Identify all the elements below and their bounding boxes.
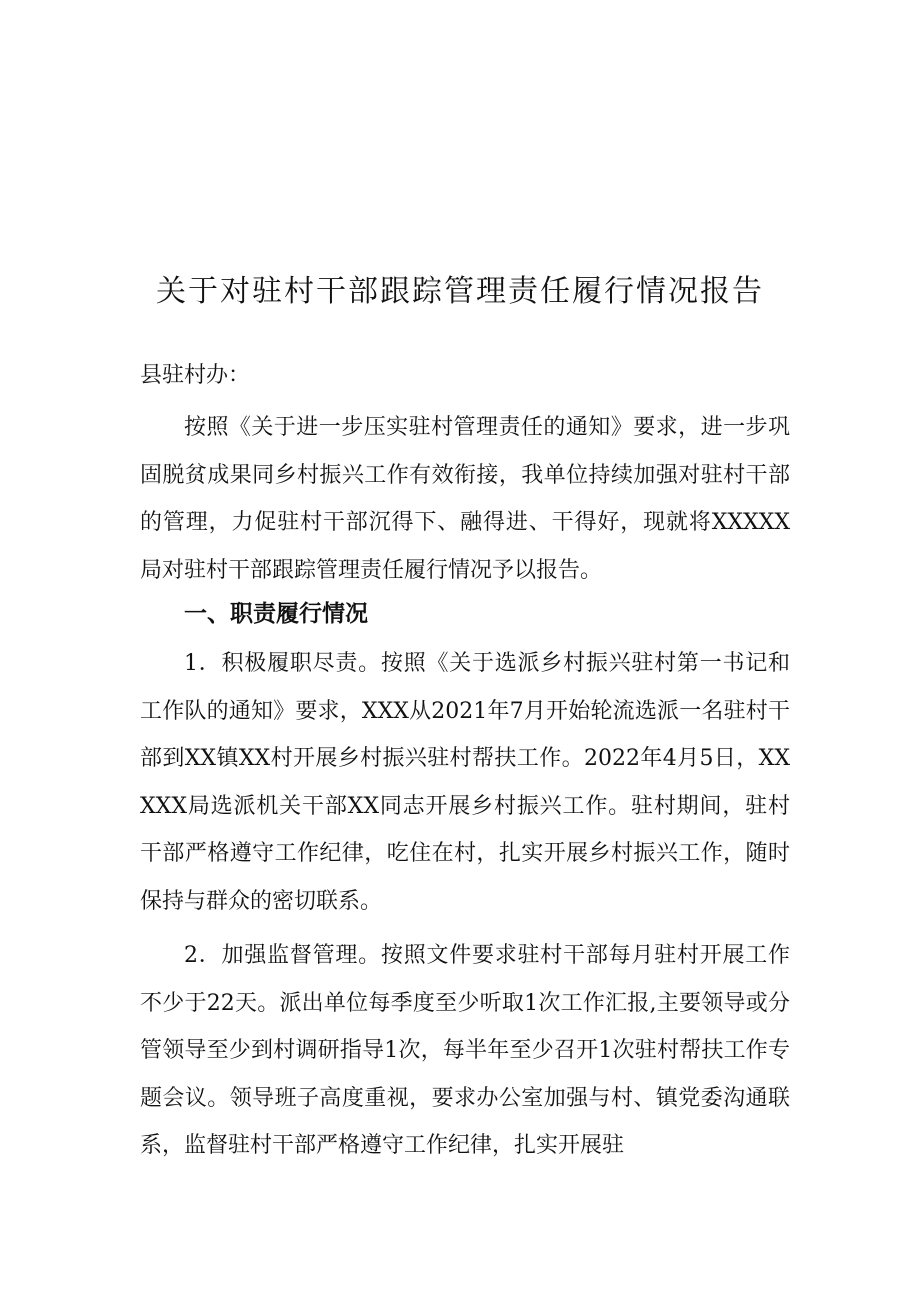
item-paragraph-2: 2．加强监督管理。按照文件要求驻村干部每月驻村开展工作不少于22天。派出单位每季度至少听取1次工作汇报,主要领导或分管领导至少到村调研指导1次，每半年至少召开1次驻村帮扶工作专题会议。领导班子高度重视，要求办公室加强与村、镇党委沟通联系，监督驻村干部严格遵守工作纪律，扎实开展驻 [140, 943, 790, 1158]
document-title: 关于对驻村干部跟踪管理责任履行情况报告 [156, 274, 764, 309]
section-heading: 一、职责履行情况 [184, 601, 368, 627]
salutation: 县驻村办： [140, 363, 251, 388]
intro-paragraph: 按照《关于进一步压实驻村管理责任的通知》要求，进一步巩固脱贫成果同乡村振兴工作有效衔接，我单位持续加强对驻村干部的管理，力促驻村干部沉得下、融得进、干得好，现就将XXXXX局对驻村干部跟踪管理责任履行情况予以报告。 [140, 415, 790, 583]
item-paragraph-1: 1．积极履职尽责。按照《关于选派乡村振兴驻村第一书记和工作队的通知》要求，XXX从2021年7月开始轮流选派一名驻村干部到XX镇XX村开展乡村振兴驻村帮扶工作。2022年4月5日，XXXXX局选派机关干部XX同志开展乡村振兴工作。驻村期间，驻村干部严格遵守工作纪律，吃住在村，扎实开展乡村振兴工作，随时保持与群众的密切联系。 [140, 651, 790, 914]
